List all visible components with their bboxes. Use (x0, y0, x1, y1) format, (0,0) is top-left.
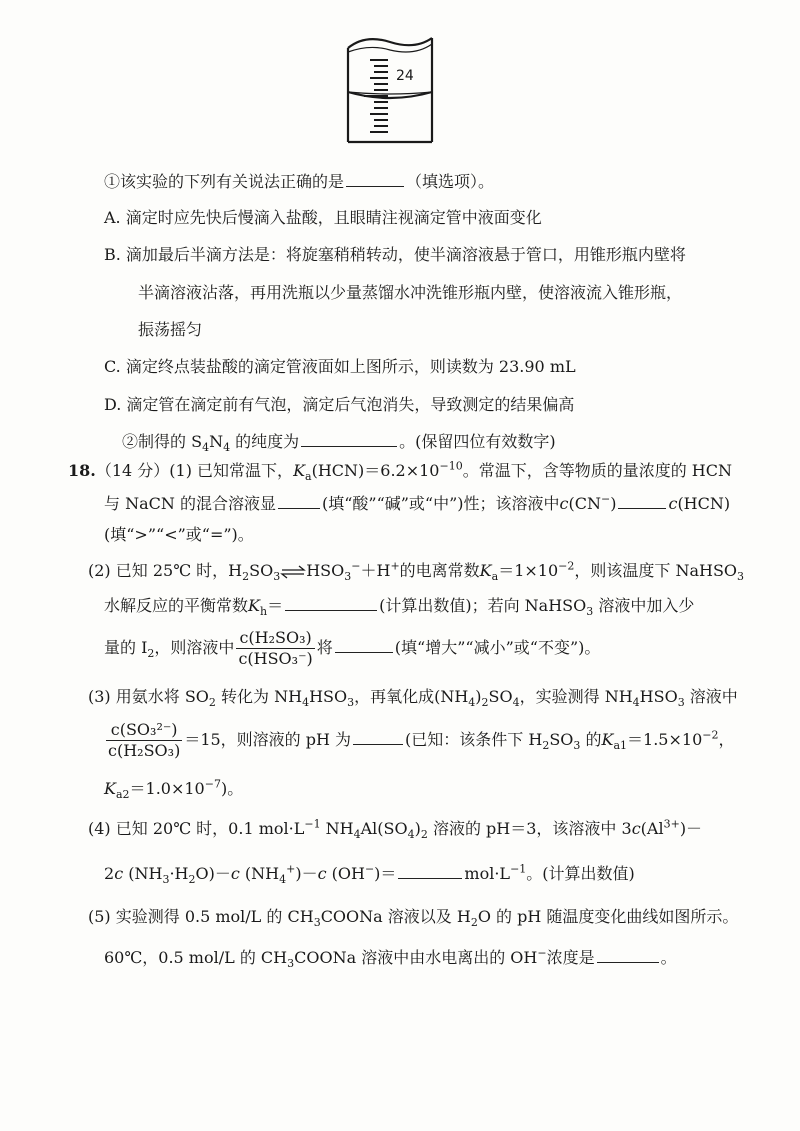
q18-p2-line1: (2) 已知 25℃ 时，$H_2SO_3$ $HSO_3^-+H^+$的电离常数$K_a=1\times 10^{-2}$，则该温度下 NaHSO$_3$ (88, 559, 745, 584)
q17-sub1-prompt: ①该实验的下列有关说法正确的是 (104, 172, 345, 191)
answer-blank[interactable] (618, 492, 666, 509)
q18-p5-line2: 60℃，0.5 mol/L 的 $CH_3COONa$ 溶液中由水电离出的 OH−浓度是 。 (104, 946, 677, 971)
answer-blank[interactable] (335, 636, 393, 653)
answer-blank[interactable] (346, 170, 404, 187)
question-number: 18. (68, 461, 96, 480)
q18-p3-line2: $\frac{\text{c(SO₃²⁻)}}{\text{c(H₂SO₃)}}$ ＝15，则溶液的 pH 为 (已知：该条件下 $H_2SO_3$ 的$K_{a1}=1.5\times 10^{-2}$， (108, 720, 735, 760)
answer-blank[interactable] (398, 862, 462, 879)
option-a: A. 滴定时应先快后慢滴入盐酸，且眼睛注视滴定管中液面变化 (104, 208, 542, 227)
fraction-so3-h2so3: $\frac{\text{c(SO₃²⁻)}}{\text{c(H₂SO₃)}}$ (108, 720, 181, 760)
q18-p1-line2: 与 NaCN 的混合溶液显 (填“酸”“碱”或“中”)性；该溶液中c(CN−) c(HCN) (104, 492, 731, 513)
option-b-line2: 半滴溶液沾落，再用洗瓶以少量蒸馏水冲洗锥形瓶内壁，使溶液流入锥形瓶， (138, 283, 683, 302)
answer-blank[interactable] (285, 594, 377, 611)
option-b-line3: 振荡摇匀 (138, 320, 203, 339)
q18-p3-line3: $K_{a2}=1.0\times 10^{-7}$)。 (104, 777, 244, 802)
q18-p2-line3: 量的 $I_2$，则溶液中 $\frac{\text{c(H₂SO₃)}}{\text{c(HSO₃⁻)}}$ 将 (填“增大”“减小”或“不变”)。 (104, 628, 601, 668)
q17-sub1-hint: （填选项）。 (406, 172, 495, 191)
burette-figure (340, 30, 440, 146)
answer-blank[interactable] (278, 492, 320, 509)
q18-p1-line3: (填“>”“<”或“=”)。 (104, 525, 254, 544)
fraction-h2so3-hso3: $\frac{\text{c(H₂SO₃)}}{\text{c(HSO₃⁻)}}$ (238, 628, 313, 668)
option-d: D. 滴定管在滴定前有气泡，滴定后气泡消失，导致测定的结果偏高 (104, 395, 575, 414)
q18-p2-line2: 水解反应的平衡常数$K_h=$ (计算出数值)；若向 NaHSO$_3$ 溶液中加入少 (104, 596, 695, 619)
q18-p3-line1: (3) 用氨水将 $SO_2$ 转化为 $NH_4HSO_3$，再氧化成$(NH_4)_2SO_4$，实验测得 $NH_4HSO_3$ 溶液中 (88, 687, 738, 710)
equilibrium-arrow-icon (280, 565, 306, 579)
option-c: C. 滴定终点装盐酸的滴定管液面如上图所示，则读数为 23.90 mL (104, 357, 576, 376)
answer-blank[interactable] (301, 430, 397, 447)
q17-sub2: ②制得的 $S_4N_4$ 的纯度为 。(保留四位有效数字) (122, 432, 556, 455)
burette-tick-label: 24 (396, 68, 414, 84)
q18-p4-line1: (4) 已知 20℃ 时，0.1 $mol\cdot L^{-1}$ $NH_4Al(SO_4)_2$ 溶液的 pH＝3，该溶液中 $3c(Al^{3+})-$ (88, 817, 703, 842)
q18-p1-line1: 18.（14 分）(1) 已知常温下，$K_a(HCN)=6.2\times 10^{-10}$。常温下，含等物质的量浓度的 HCN (68, 459, 732, 484)
question-score: （14 分） (95, 461, 170, 480)
answer-blank[interactable] (597, 946, 659, 963)
option-b-line1: B. 滴加最后半滴方法是：将旋塞稍稍转动，使半滴溶液悬于管口，用锥形瓶内壁将 (104, 245, 686, 264)
q17-sub1 (104, 170, 494, 193)
answer-blank[interactable] (353, 728, 403, 745)
q18-p4-line2: 2c $(NH_3\cdot H_2O)-c$ $(NH_4^+)-c$ $(OH^-)= mol\cdot L^{-1}$。(计算出数值) (104, 862, 635, 887)
q18-p5-line1: (5) 实验测得 0.5 mol/L 的 $CH_3COONa$ 溶液以及 $H_2O$ 的 pH 随温度变化曲线如图所示。 (88, 907, 739, 930)
